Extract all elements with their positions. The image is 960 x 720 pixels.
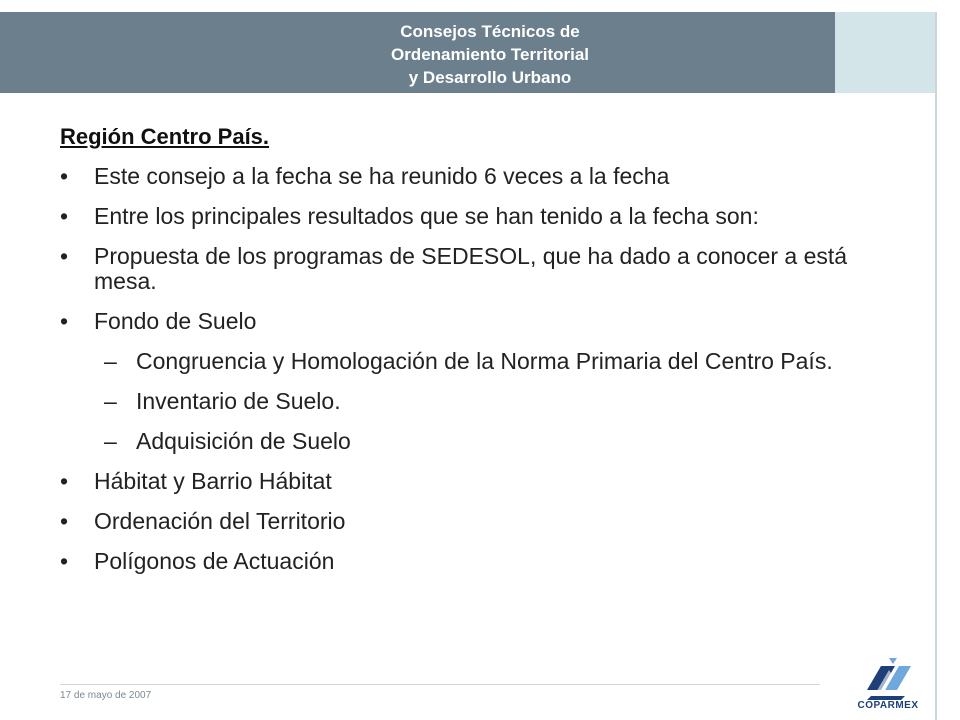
bullet-text: Hábitat y Barrio Hábitat bbox=[94, 468, 332, 494]
bullet-text: Ordenación del Territorio bbox=[94, 508, 346, 534]
bullet-text: Polígonos de Actuación bbox=[94, 548, 335, 574]
bullet-list bbox=[60, 164, 905, 574]
sub-bullet-text: Adquisición de Suelo bbox=[136, 428, 351, 454]
footer-date: 17 de mayo de 2007 bbox=[60, 690, 152, 701]
dash-marker: – bbox=[104, 388, 117, 414]
bullet-marker: • bbox=[60, 508, 69, 534]
slide-body bbox=[60, 124, 905, 589]
bullet-marker: • bbox=[60, 163, 69, 189]
bullet-marker: • bbox=[60, 308, 69, 334]
bullet-item bbox=[60, 309, 905, 454]
slide-title-line-2: Ordenamiento Territorial bbox=[390, 45, 590, 64]
sub-bullet-text: Inventario de Suelo. bbox=[136, 388, 341, 414]
bullet-item bbox=[60, 509, 905, 534]
sub-bullet-item bbox=[104, 349, 905, 374]
footer-divider bbox=[60, 684, 820, 685]
bullet-item bbox=[60, 164, 905, 189]
bullet-item bbox=[60, 469, 905, 494]
bullet-item bbox=[60, 549, 905, 574]
sub-bullet-item bbox=[104, 389, 905, 414]
bullet-text: Propuesta de los programas de SEDESOL, que ha dado a conocer a está mesa. bbox=[94, 243, 848, 294]
bullet-marker: • bbox=[60, 203, 69, 229]
bullet-marker: • bbox=[60, 468, 69, 494]
sub-bullet-list bbox=[104, 349, 905, 454]
slide-title-line-1: Consejos Técnicos de bbox=[400, 22, 580, 41]
dash-marker: – bbox=[104, 348, 117, 374]
bullet-marker: • bbox=[60, 548, 69, 574]
slide-title bbox=[340, 20, 640, 89]
bullet-marker: • bbox=[60, 243, 69, 269]
bullet-text: Fondo de Suelo bbox=[94, 308, 257, 334]
bullet-item bbox=[60, 204, 905, 229]
logo-mark bbox=[867, 658, 911, 700]
header-accent-block bbox=[835, 12, 935, 93]
slide-title-line-3: y Desarrollo Urbano bbox=[408, 68, 572, 87]
sub-bullet-text: Congruencia y Homologación de la Norma Primaria del Centro País. bbox=[136, 348, 833, 374]
sub-bullet-item bbox=[104, 429, 905, 454]
bullet-text: Este consejo a la fecha se ha reunido 6 veces a la fecha bbox=[94, 163, 670, 189]
bullet-item bbox=[60, 244, 905, 294]
logo-wordmark: COPARMEX bbox=[857, 700, 919, 711]
dash-marker: – bbox=[104, 428, 117, 454]
bullet-text: Entre los principales resultados que se han tenido a la fecha son: bbox=[94, 203, 759, 229]
right-border-rule bbox=[935, 12, 937, 720]
section-heading: Región Centro País. bbox=[60, 124, 270, 149]
